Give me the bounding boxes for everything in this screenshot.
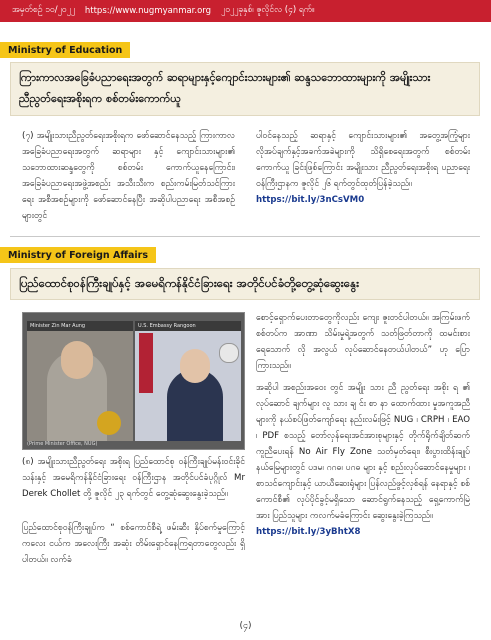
section-tag-foreign-affairs: Ministry of Foreign Affairs	[0, 247, 156, 263]
foreign-caption: (၈) အမျိုးသားညီညွတ်ရေး အစိုးရ ပြည်ထောင်စု ဝန်ကြီးချုပ်မန်းဝင်းခိုင်သန်းနှင့် အမေရိကန်နိုင်ငံခြားရေး ဝန်ကြီးဌာန အတိုင်ပင်ခံပုဂ္ဂိုလ် Mr Derek Chollet တို့ ဇူလိုင် ၂၃ ရက်တွင် တွေ့ဆုံဆွေးနွေးခဲ့သည်။	[22, 457, 245, 499]
issue-number: အမှတ်စဉ် ၁၀/၂၀၂၂	[12, 5, 75, 15]
seal-icon	[219, 343, 239, 363]
education-link[interactable]: https://bit.ly/3nCsVM0	[256, 195, 365, 205]
page-number: (၄)	[239, 621, 252, 631]
foreign-link[interactable]: https://bit.ly/3yBhtX8	[256, 527, 361, 537]
education-column-2-text: ပါဝင်နေသည့် ဆရာနှင့် ကျောင်းသားများ၏ အတွေ့အကြုံများ လိုအပ်ချက်နှင့်အခက်အခဲများကို သိရှိစေရေးအတွက် စစ်တမ်း ကောက်ယူ ခြင်းဖြစ်ကြောင်း အမျိုးသား ညီညွတ်ရေးအစိုးရ ပညာရေးဝန်ကြီးဌာနက ဇူလိုင် ၂၆ ရက်တွင်ထုတ်ပြန်ခဲ့သည်။	[256, 131, 470, 189]
photo-pane-right	[135, 321, 241, 441]
education-column-2	[256, 128, 470, 208]
photo-nameplate-left: Minister Zin Mar Aung	[27, 321, 133, 331]
headline-foreign-affairs: ပြည်ထောင်စုဝန်ကြီးချုပ်နှင့် အမေရိကန်နိုင်ငံခြားရေး အတိုင်ပင်ခံတို့တွေ့ဆုံဆွေးနွေး	[10, 268, 480, 300]
headline-education: ကြားကာလအခြေခံပညာရေးအတွက် ဆရာများနှင့်ကျောင်းသားများ၏ ဆန္ဒသဘောထားများကို အမျိုးသား ညီညွတ်ရေးအစိုးရက စစ်တမ်းကောက်ယူ	[10, 62, 480, 116]
emblem-icon	[97, 411, 121, 435]
meeting-photo	[22, 312, 245, 450]
section-tag-education: Ministry of Education	[0, 42, 130, 58]
foreign-column-2-para-2	[256, 380, 470, 540]
top-bar	[0, 0, 491, 22]
person-left-head	[61, 341, 93, 379]
foreign-column-2-para-2-text: အဆိုပါ အစည်းအဝေး တွင် အမျိုး သား ညီ ညွတ်ရေး အစိုး ရ ၏ လုပ်ဆောင် ချက်များ လူ သား ချ င်း စာ နာ ထောက်ထား မှုအကူအညီများကို နယ်စပ်ဖြတ်ကျော်ရေး နည်းလမ်းဖြင့် NUG ၊ CRPH ၊ EAO ၊ PDF စသည့် တော်လှန်ရေးအင်အားစုများနှင့် တိုက်ရိုက်ချိတ်ဆက်ကူညီပေးရန် No Air Fly Zone သတ်မှတ်ရေး၊ စီးပွားထိန်းချုပ်နယ်မြေများတွင် ပဒမ၊ ဂဂဓ၊ ပဂဓ များ နှင့် စည်းလုပ်ဆောင်နေမှုများ ၊ စာသင်ကျောင်းနှင့် ယာယီဆေးရုံများ ပြန်လည်ဖွင့်လှစ်ရန် နေရာနှင့် စစ်ကောင်စီ၏ လုပ်ပိုင်ခွင့်မရှိသော ဆောင်ရွက်နေသည့် ရှေ့ကောက်မြဲအား ပြည်သူများ ကလက်မခံကြောင်း ဆွေးနွေးခဲ့ကြသည်။	[256, 383, 471, 521]
education-column-1: (၇) အမျိုးသားညီညွတ်ရေးအစိုးရက ဖော်ဆောင်နေသည့် ကြားကာလအခြေခံပညာရေးအတွက် ဆရာများ နှင့် ကျောင်းသားများ၏ သဘောထားဆန္ဒတွေကို စစ်တမ်း ကောက်ယူနေကြောင်း၊ အခြေခံပညာရေးအဖွဲ့အစည်း အသီးသီးက စည်းကမ်းမြတ်သင်ကြားရေး အစီအစဉ်များကို ဖော်ဆောင်နေပြီး အဆိုပါပညာရေး အစီအစဉ်များတွင်	[22, 131, 235, 221]
foreign-column-1-body: ပြည်ထောင်စုဝန်ကြီးချုပ်က “ စစ်ကောင်စီရဲ့ ဖမ်းဆီး နှိပ်စက်မှုကြောင့် ကလေး ငယ်က အလေးကြီး အဆုံး တိမ်းရှောင်နေကြရတာတွေလည်း ရှိပါတယ်။ လက်ခံ	[22, 523, 245, 565]
issue-date: ၂၀၂၂ခုနှစ်၊ ဇူလိုင်လ (၄) ရက်။	[221, 5, 315, 15]
section-divider	[10, 236, 480, 237]
foreign-column-2-para-1: စောင့်ရှောက်ပေးတာတွေကိုလည်း ကျေး ဇူးတင်ပါတယ်။ အကြမ်းဖက်စစ်တပ်က အာဏာ သိမ်းမှုရဲ့အတွက် သတ်ဖြတ်တာကို ထမင်းစား ရေသောက် လို အလွယ် လုပ်ဆောင်နေတယ်ပါတယ်” ဟု ပြောကြားသည်။	[256, 313, 470, 371]
photo-nameplate-right: U.S. Embassy Rangoon	[135, 321, 241, 331]
photo-pane-left	[27, 321, 133, 441]
flag-icon	[139, 333, 153, 393]
website-link[interactable]: https://www.nugmyanmar.org	[84, 6, 212, 16]
photo-caption-bottom: (Prime Minister Office, NUG)	[27, 441, 98, 447]
person-right-head	[180, 349, 210, 383]
